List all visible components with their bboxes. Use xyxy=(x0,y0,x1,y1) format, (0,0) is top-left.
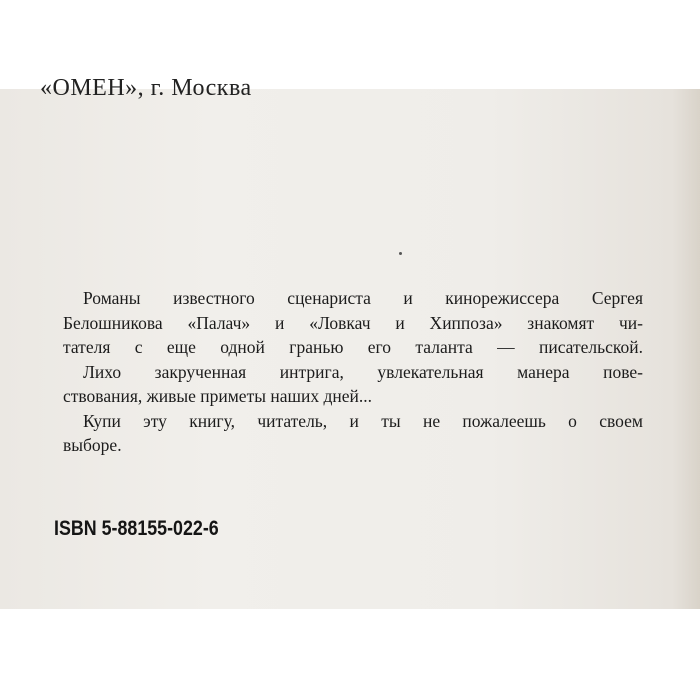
text-line: Купи эту книгу, читатель, и ты не пожалеешь о своем xyxy=(83,410,643,431)
text-line: ствования, живые приметы наших дней... xyxy=(63,386,372,406)
ink-speck xyxy=(399,252,402,255)
isbn-number: ISBN 5-88155-022-6 xyxy=(54,517,219,540)
annotation-text xyxy=(63,286,643,458)
text-line: Лихо закрученная интрига, увлекательная манера пове- xyxy=(83,361,643,382)
text-line: Романы известного сценариста и кинорежиссера Сергея xyxy=(83,288,643,308)
book-page xyxy=(0,75,700,609)
publisher-line: «ОМЕН», г. Москва xyxy=(40,75,252,101)
text-line: тателя с еще одной гранью его таланта — писательской. xyxy=(63,337,643,357)
text-line: Белошникова «Палач» и «Ловкач и Хиппоза» знакомят чи- xyxy=(63,312,643,333)
text-line: выборе. xyxy=(63,435,122,455)
